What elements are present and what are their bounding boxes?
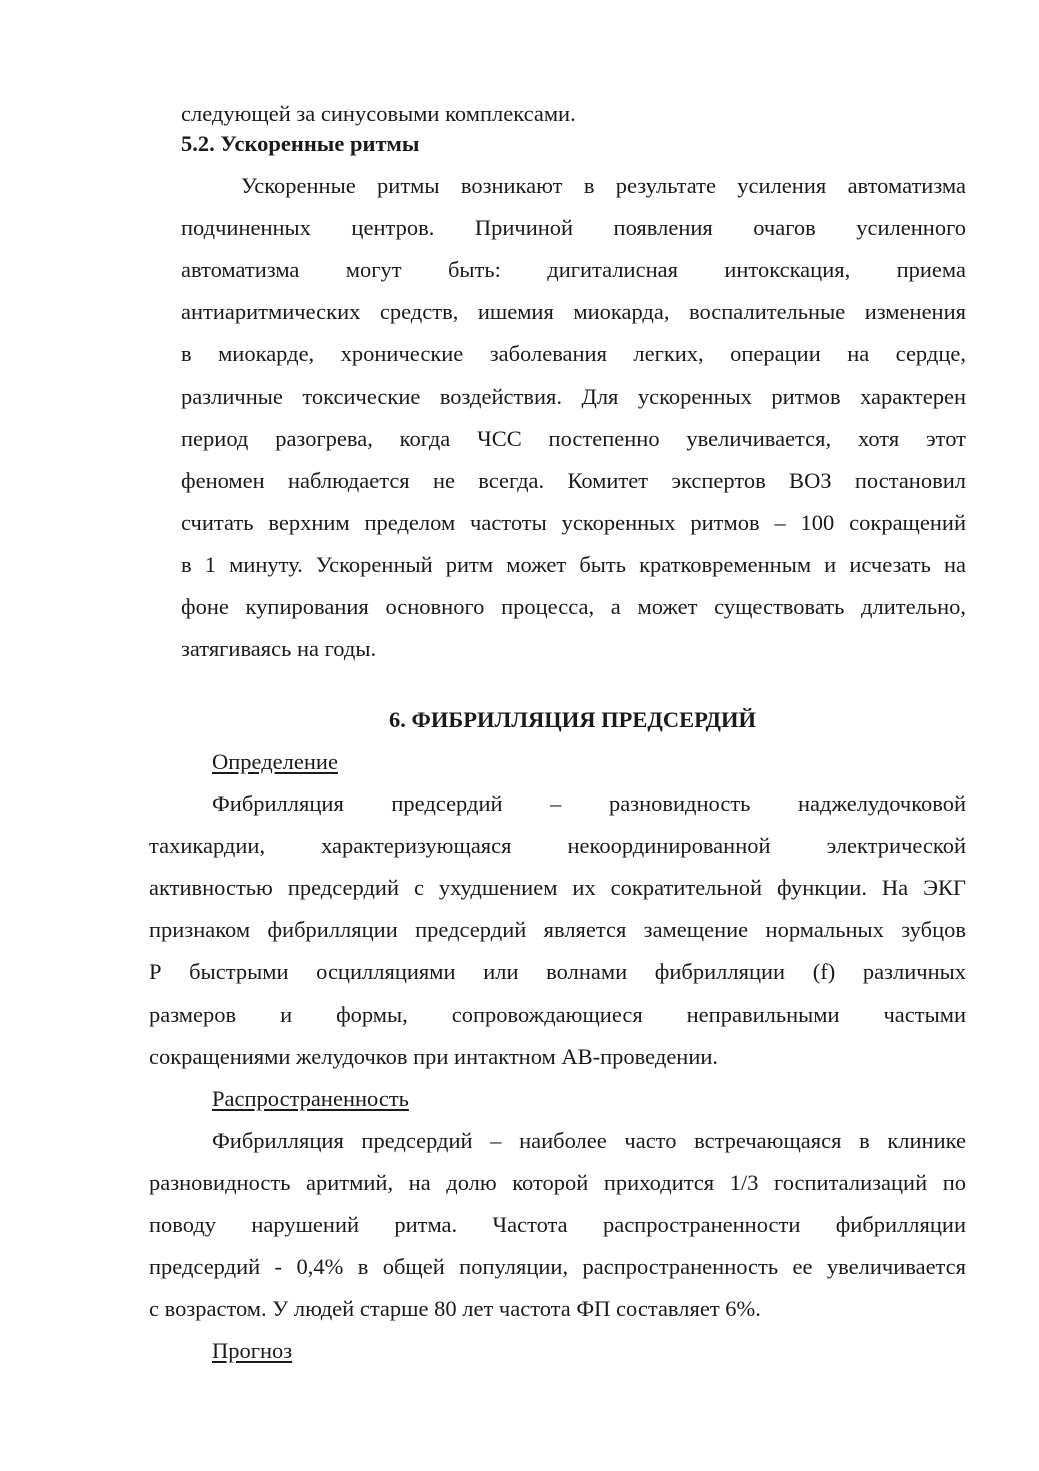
- paragraph-line: считать верхним пределом частоты ускоренных ритмов – 100 сокращений: [181, 510, 966, 535]
- paragraph-line: фоне купирования основного процесса, а может существовать длительно,: [181, 594, 966, 619]
- paragraph-line: в 1 минуту. Ускоренный ритм может быть кратковременным и исчезать на: [181, 552, 966, 577]
- paragraph-line: в миокарде, хронические заболевания легких, операции на сердце,: [181, 341, 966, 366]
- definition-line: признаком фибрилляции предсердий является замещение нормальных зубцов: [149, 917, 966, 942]
- paragraph-line: автоматизма могут быть: дигиталисная интокскация, приема: [181, 257, 966, 282]
- prevalence-line: предсердий - 0,4% в общей популяции, распространенность ее увеличивается: [149, 1254, 966, 1279]
- paragraph-line: затягиваясь на годы.: [181, 636, 377, 661]
- prognosis-label: Прогноз: [212, 1338, 293, 1363]
- paragraph-line: подчиненных центров. Причиной появления очагов усиленного: [181, 215, 966, 240]
- paragraph-line: различные токсические воздействия. Для ускоренных ритмов характерен: [181, 384, 966, 409]
- definition-line: сокращениями желудочков при интактном АВ-проведении.: [149, 1044, 719, 1069]
- definition-line: тахикардии, характеризующаяся некоординированной электрической: [149, 833, 966, 858]
- paragraph-line: антиаритмических средств, ишемия миокарда, воспалительные изменения: [181, 299, 966, 324]
- section-5-2-heading: 5.2. Ускоренные ритмы: [181, 131, 420, 156]
- paragraph-line: феномен наблюдается не всегда. Комитет экспертов ВОЗ постановил: [181, 468, 966, 493]
- definition-line: размеров и формы, сопровождающиеся неправильными частыми: [149, 1002, 966, 1027]
- prevalence-line: разновидность аритмий, на долю которой приходится 1/3 госпитализаций по: [149, 1170, 966, 1195]
- section-6-heading: 6. ФИБРИЛЛЯЦИЯ ПРЕДСЕРДИЙ: [389, 707, 756, 732]
- definition-label: Определение: [212, 749, 338, 774]
- definition-line: Фибрилляция предсердий – разновидность наджелудочковой: [212, 791, 966, 816]
- paragraph-line: период разогрева, когда ЧСС постепенно увеличивается, хотя этот: [181, 426, 966, 451]
- prevalence-label: Распространенность: [212, 1086, 409, 1111]
- top-fragment-text: следующей за синусовыми комплексами.: [181, 101, 576, 126]
- definition-line: активностью предсердий с ухудшением их сократительной функции. На ЭКГ: [149, 875, 966, 900]
- paragraph-line: Ускоренные ритмы возникают в результате усиления автоматизма: [241, 173, 966, 198]
- prevalence-line: поводу нарушений ритма. Частота распространенности фибрилляции: [149, 1212, 966, 1237]
- prevalence-line: Фибрилляция предсердий – наиболее часто встречающаяся в клинике: [212, 1128, 966, 1153]
- definition-line: Р быстрыми осцилляциями или волнами фибрилляции (f) различных: [149, 959, 966, 984]
- prevalence-line: с возрастом. У людей старше 80 лет частота ФП составляет 6%.: [149, 1296, 761, 1321]
